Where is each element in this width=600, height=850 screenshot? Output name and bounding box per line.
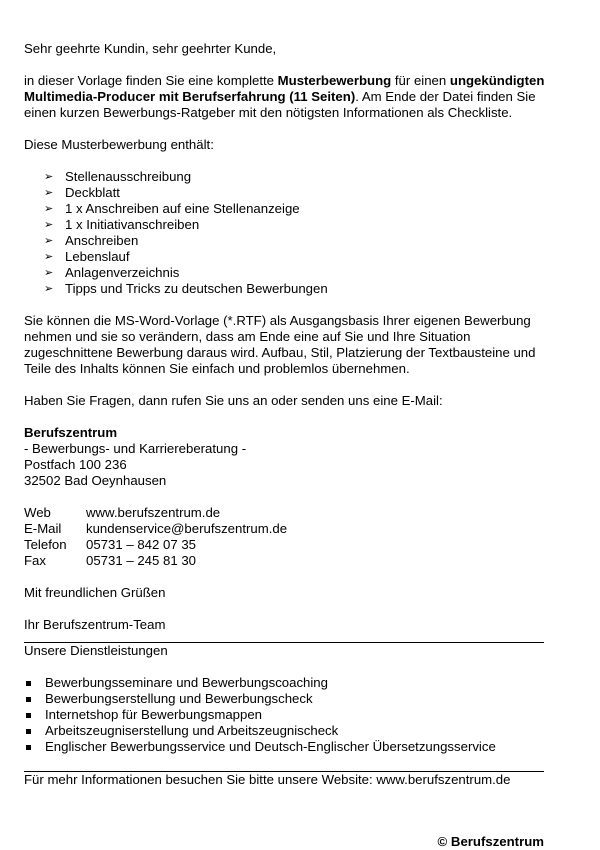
list-item — [24, 281, 548, 297]
intro-bold-1: Musterbewerbung — [277, 73, 392, 88]
document-page — [24, 41, 548, 788]
list-item — [24, 691, 548, 707]
square-bullet-icon — [26, 697, 31, 702]
intro-text-3: . Am Ende der Datei finden Sie einen kurzen Bewerbungs-Ratgeber mit den nötigsten Informationen als Checkliste. — [24, 89, 536, 120]
company-name — [24, 425, 548, 441]
list-item-label: Tipps und Tricks zu deutschen Bewerbungen — [65, 281, 328, 296]
list-item-label: 1 x Initiativanschreiben — [65, 217, 200, 232]
website-link[interactable]: www.berufszentrum.de — [86, 505, 221, 520]
square-bullet-icon — [26, 745, 31, 750]
list-item — [24, 217, 548, 233]
list-item — [24, 675, 548, 691]
list-item-label: Deckblatt — [65, 185, 120, 200]
email-link[interactable]: kundenservice@berufszentrum.de — [86, 521, 288, 536]
arrow-bullet-icon: ➢ — [44, 219, 54, 231]
list-item-label: Englischer Bewerbungsservice und Deutsch-Englischer Übersetzungsservice — [45, 739, 496, 754]
list-item-label: Anschreiben — [65, 233, 139, 248]
company-tagline: - Bewerbungs- und Karriereberatung - — [24, 441, 247, 456]
list-item-label: Arbeitszeugniserstellung und Arbeitszeugnischeck — [45, 723, 339, 738]
arrow-bullet-icon: ➢ — [44, 235, 54, 247]
list-item-label: Lebenslauf — [65, 249, 130, 264]
contact-row-fax — [24, 553, 548, 569]
contact-label: Telefon — [24, 537, 67, 552]
list-item-label: Internetshop für Bewerbungsmappen — [45, 707, 263, 722]
arrow-bullet-icon: ➢ — [44, 187, 54, 199]
more-info-text[interactable]: Für mehr Informationen besuchen Sie bitte unsere Website: www.berufszentrum.de — [24, 772, 511, 787]
list-item — [24, 707, 548, 723]
salutation: Sehr geehrte Kundin, sehr geehrter Kunde, — [24, 41, 277, 56]
list-item-label: Bewerbungserstellung und Bewerbungscheck — [45, 691, 313, 706]
list-item-label: Bewerbungsseminare und Bewerbungscoaching — [45, 675, 328, 690]
contact-row-web — [24, 505, 548, 521]
intro-paragraph — [24, 73, 548, 121]
list-item-label: Stellenausschreibung — [65, 169, 192, 184]
square-bullet-icon — [26, 681, 31, 686]
square-bullet-icon — [26, 713, 31, 718]
arrow-bullet-icon: ➢ — [44, 171, 54, 183]
list-item — [24, 185, 548, 201]
list-item-label: Anlagenverzeichnis — [65, 265, 180, 280]
closing: Mit freundlichen Grüßen — [24, 585, 166, 600]
contact-label: Fax — [24, 553, 46, 568]
list-item — [24, 265, 548, 281]
list-item — [24, 249, 548, 265]
arrow-bullet-icon: ➢ — [44, 203, 54, 215]
address-line-1: Postfach 100 236 — [24, 457, 127, 472]
intro-text-1: in dieser Vorlage finden Sie eine komplette — [24, 73, 278, 88]
fax-value: 05731 – 245 81 30 — [86, 553, 197, 568]
contact-row-email — [24, 521, 548, 537]
list-item — [24, 201, 548, 217]
list-item — [24, 233, 548, 249]
contact-label: E-Mail — [24, 521, 62, 536]
company-name-text: Berufszentrum — [24, 425, 118, 440]
usage-paragraph: Sie können die MS-Word-Vorlage (*.RTF) als Ausgangsbasis Ihrer eigenen Bewerbung nehmen und sie so verändern, dass am Ende eine auf Sie und Ihre Situation zugeschnittene Bewerbung daraus wird. Aufbau, Stil, Platzierung der Textbausteine und Teile des Inhalts können Sie einfach und problemlos übernehmen. — [24, 313, 536, 376]
arrow-bullet-icon: ➢ — [44, 283, 54, 295]
arrow-bullet-icon: ➢ — [44, 267, 54, 279]
copyright-notice: © Berufszentrum — [437, 834, 544, 849]
contact-block — [24, 505, 548, 569]
services-list — [24, 675, 548, 755]
square-bullet-icon — [26, 729, 31, 734]
phone-value: 05731 – 842 07 35 — [86, 537, 197, 552]
arrow-bullet-icon: ➢ — [44, 251, 54, 263]
services-heading: Unsere Dienstleistungen — [24, 643, 168, 658]
list-item — [24, 723, 548, 739]
contents-heading: Diese Musterbewerbung enthält: — [24, 137, 214, 152]
list-item — [24, 169, 548, 185]
signature: Ihr Berufszentrum-Team — [24, 617, 166, 632]
questions-paragraph: Haben Sie Fragen, dann rufen Sie uns an oder senden uns eine E-Mail: — [24, 393, 443, 408]
contact-row-phone — [24, 537, 548, 553]
contents-list — [24, 169, 548, 297]
list-item — [24, 739, 548, 755]
address-line-2: 32502 Bad Oeynhausen — [24, 473, 167, 488]
intro-text-2: für einen — [391, 73, 450, 88]
list-item-label: 1 x Anschreiben auf eine Stellenanzeige — [65, 201, 300, 216]
intro-bold-2: ungekündigten Multimedia-Producer mit Berufserfahrung (11 Seiten) — [24, 73, 545, 104]
contact-label: Web — [24, 505, 51, 520]
